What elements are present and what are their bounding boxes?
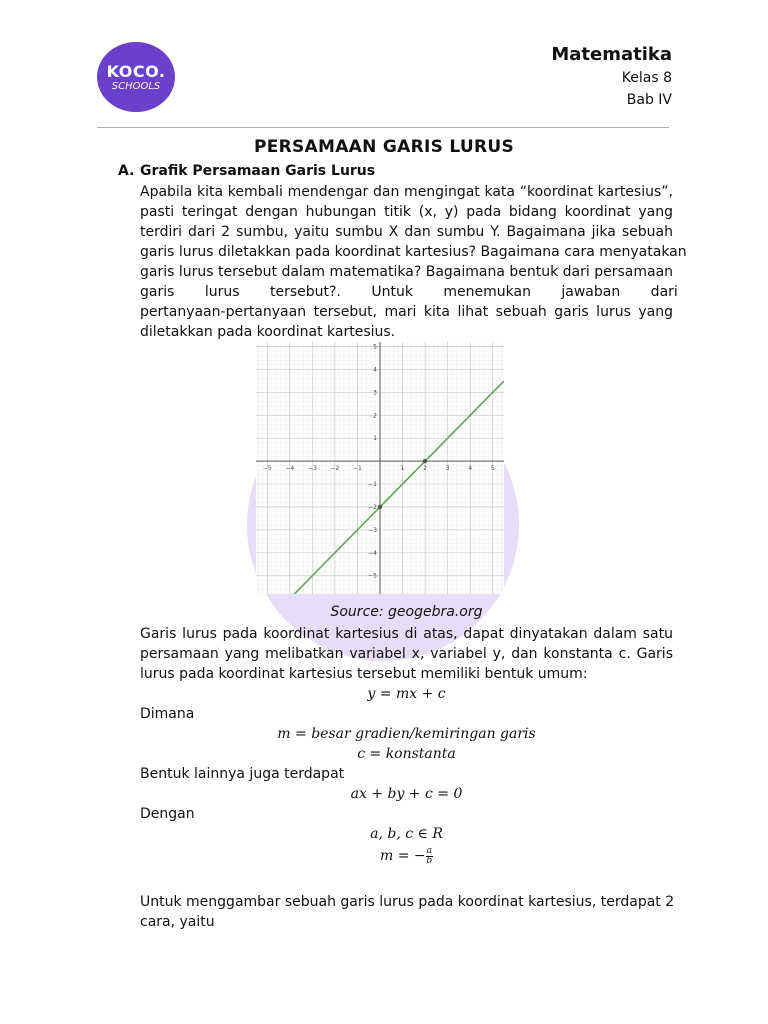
equation-general: y = mx + c (367, 686, 446, 702)
paragraph-line: diletakkan pada koordinat kartesius. (140, 324, 396, 340)
image-source: Source: geogebra.org (330, 604, 483, 620)
y-tick-label: −2 (368, 503, 377, 511)
x-tick-label: 4 (468, 465, 473, 473)
page-title: PERSAMAAN GARIS LURUS (253, 137, 515, 157)
y-tick-label: −3 (368, 526, 377, 534)
x-tick-label: −1 (353, 465, 362, 473)
x-tick-label: −3 (307, 465, 317, 473)
y-tick-label: 3 (373, 389, 377, 397)
x-tick-label: 5 (490, 465, 495, 473)
logo-text: KOCO. (106, 62, 166, 81)
graph-point (423, 459, 427, 463)
x-tick-label: 1 (400, 465, 405, 473)
paragraph-line: terdiri dari 2 sumbu, yaitu sumbu X dan sumbu Y. Bagaimana jika sebuah (140, 224, 673, 240)
equation-c: c = konstanta (357, 746, 456, 762)
paragraph-line: lurus pada koordinat kartesius tersebut memiliki bentuk umum: (140, 666, 588, 682)
section-letter: A. (118, 163, 135, 179)
fraction-numerator: a (426, 845, 432, 856)
paragraph-line: Apabila kita kembali mendengar dan mengingat kata “koordinat kartesius”, (140, 184, 673, 200)
paragraph-line: garis lurus tersebut?. Untuk menemukan jawaban dari (140, 284, 678, 300)
x-tick-label: 2 (423, 465, 428, 473)
x-tick-label: −2 (330, 465, 340, 473)
paragraph-line: garis lurus tersebut dalam matematika? Bagaimana bentuk dari persamaan (140, 264, 674, 280)
x-tick-label: 3 (445, 465, 450, 473)
equation-set: a, b, c ∈ R (370, 826, 443, 842)
x-tick-label: −5 (262, 465, 272, 473)
y-tick-label: 2 (373, 412, 377, 420)
chapter-label: Bab IV (626, 92, 672, 108)
slope-fraction (426, 847, 433, 866)
slope-lhs: m = − (379, 848, 426, 864)
y-tick-label: −4 (368, 549, 377, 557)
paragraph-line: pasti teringat dengan hubungan titik (x, y) pada bidang koordinat yang (140, 204, 673, 220)
subject-heading: Matematika (551, 44, 672, 65)
paragraph-line: cara, yaitu (140, 914, 215, 930)
paragraph-line: pertanyaan-pertanyaan tersebut, mari kita lihat sebuah garis lurus yang (140, 304, 673, 320)
cartesian-graph (256, 342, 504, 594)
y-tick-label: 5 (373, 343, 377, 351)
paragraph-line: Untuk menggambar sebuah garis lurus pada koordinat kartesius, terdapat 2 (140, 894, 675, 910)
x-tick-label: −4 (285, 465, 295, 473)
y-tick-label: 1 (373, 435, 377, 443)
paragraph-line: garis lurus diletakkan pada koordinat kartesius? Bagaimana cara menyatakan (140, 244, 687, 260)
label-bentuk-lain: Bentuk lainnya juga terdapat (140, 766, 345, 782)
equation-slope (140, 846, 673, 866)
grade-label: Kelas 8 (621, 70, 672, 86)
label-dimana: Dimana (140, 706, 195, 722)
equation-alt: ax + by + c = 0 (350, 786, 463, 802)
y-tick-label: −1 (368, 481, 377, 489)
paragraph-line: Garis lurus pada koordinat kartesius di atas, dapat dinyatakan dalam satu (140, 626, 673, 642)
section-title: Grafik Persamaan Garis Lurus (140, 163, 376, 179)
fraction-denominator: b (426, 855, 433, 866)
logo-subtext: SCHOOLS (111, 81, 161, 92)
y-tick-label: 4 (373, 366, 377, 374)
header-divider (97, 127, 669, 128)
koco-schools-logo (97, 42, 175, 112)
paragraph-line: persamaan yang melibatkan variabel x, variabel y, dan konstanta c. Garis (140, 646, 673, 662)
y-tick-label: −5 (368, 572, 377, 580)
equation-m: m = besar gradien/kemiringan garis (277, 726, 536, 742)
graph-point (378, 505, 382, 509)
label-dengan: Dengan (140, 806, 195, 822)
